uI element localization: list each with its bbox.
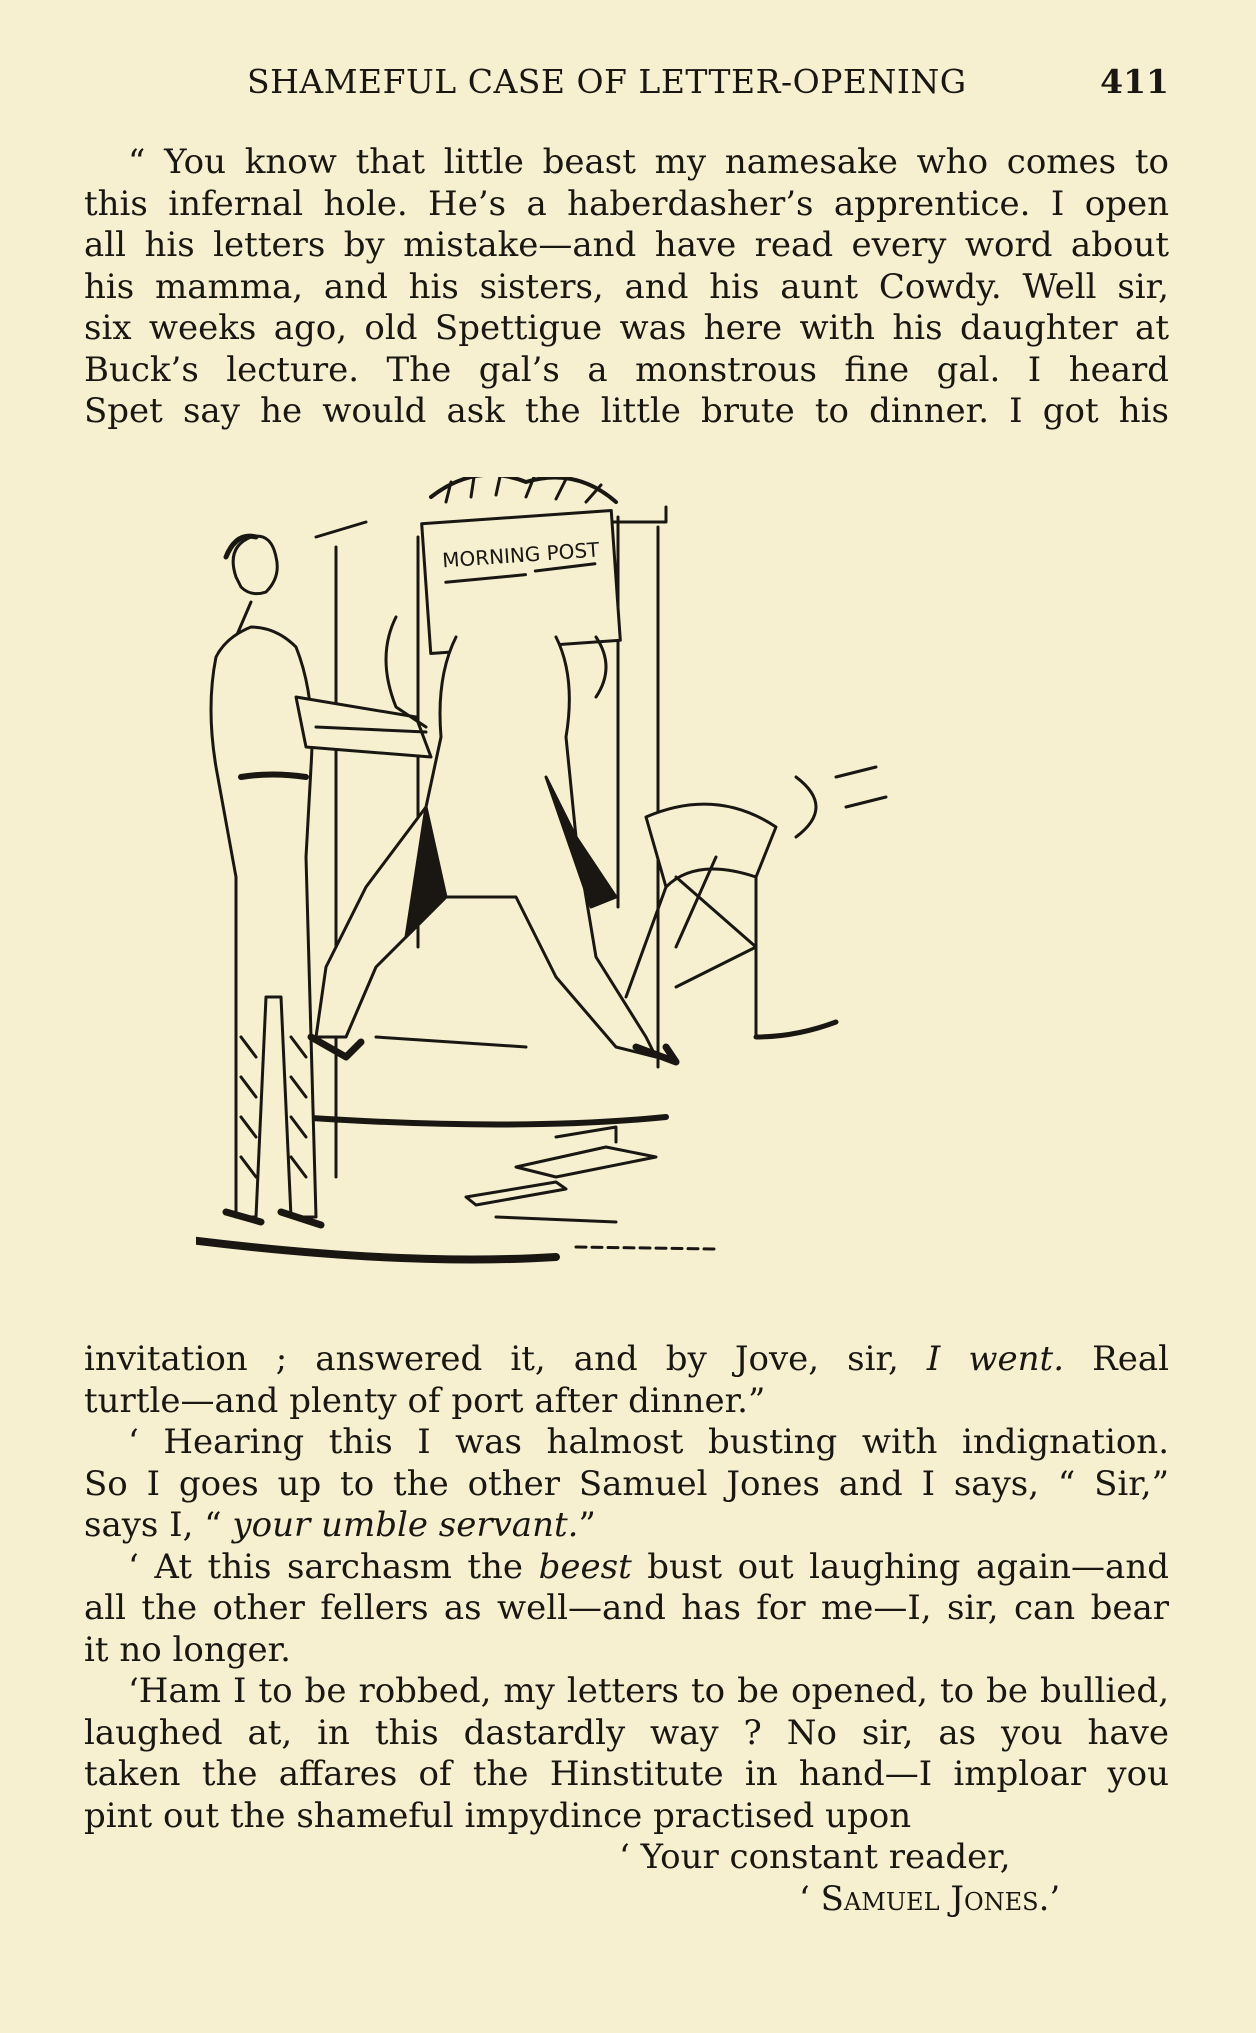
- floor-shadow: [196, 1037, 716, 1260]
- top-paragraph: [84, 142, 1169, 433]
- text-line: his mamma, and his sisters, and his aunt Cowdy. Well sir,: [84, 266, 1169, 307]
- text-line: Buck’s lecture. The gal’s a monstrous fine gal. I heard: [84, 349, 1169, 390]
- italic-span: beest: [538, 1546, 632, 1587]
- reader-figure: [311, 477, 676, 1062]
- text-span: bust out laughing again—and: [631, 1546, 1169, 1587]
- newspaper-title: MORNING POST: [441, 537, 601, 573]
- text-span: ’: [1049, 1878, 1061, 1919]
- text-line: turtle—and plenty of port after dinner.”: [84, 1380, 766, 1421]
- text-line: all his letters by mistake—and have read every word about: [84, 225, 1169, 265]
- illustration: [196, 477, 1066, 1307]
- running-header: [247, 62, 1169, 106]
- text-line: So I goes up to the other Samuel Jones and I says, “ Sir,”: [84, 1463, 1169, 1504]
- text-span: Real: [1064, 1339, 1169, 1379]
- text-line: this infernal hole. He’s a haberdasher’s apprentice. I open: [84, 183, 1169, 224]
- signature-closing: ‘ Your constant reader,: [619, 1837, 1011, 1877]
- text-line: it no longer.: [84, 1629, 291, 1670]
- signature-line: [84, 1879, 1169, 1921]
- text-line: all the other fellers as well—and has for me—I, sir, can bear: [84, 1588, 1169, 1628]
- italic-span: I went.: [926, 1339, 1065, 1379]
- text-span: ‘: [799, 1878, 821, 1919]
- signature-line: [84, 1837, 1169, 1879]
- floor-papers: [466, 1127, 656, 1205]
- text-span: ‘ At this sarchasm the: [128, 1546, 539, 1587]
- bottom-paragraphs: [84, 1339, 1169, 1920]
- text-line: [84, 1505, 1169, 1547]
- signature-name: [799, 1879, 1060, 1921]
- text-line: taken the affares of the Hinstitute in hand—I imploar you: [84, 1754, 1169, 1794]
- text-span: invitation ; answered it, and by Jove, sir,: [84, 1339, 927, 1379]
- italic-span: your umble servant.: [232, 1505, 579, 1545]
- text-line: [84, 1339, 1169, 1381]
- text-line: [84, 1547, 1169, 1589]
- text-span: ”: [578, 1505, 596, 1545]
- text-line: Spet say he would ask the little brute to dinner. I got his: [84, 391, 1169, 431]
- small-caps-name: Samuel Jones.: [820, 1878, 1050, 1919]
- text-line: laughed at, in this dastardly way ? No sir, as you have: [84, 1712, 1169, 1753]
- text-line: pint out the shameful impydince practised upon: [84, 1795, 912, 1836]
- text-line: six weeks ago, old Spettigue was here with his daughter at: [84, 308, 1169, 348]
- chair: [626, 767, 886, 1037]
- text-line: “ You know that little beast my namesake who comes to: [128, 142, 1169, 182]
- text-line: ‘Ham I to be robbed, my letters to be opened, to be bullied,: [128, 1671, 1169, 1711]
- page-number: 411: [1100, 62, 1169, 101]
- running-title: SHAMEFUL CASE OF LETTER-OPENING: [247, 62, 967, 101]
- text-line: ‘ Hearing this I was halmost busting with indignation.: [128, 1422, 1169, 1462]
- text-span: says I, “: [84, 1505, 233, 1545]
